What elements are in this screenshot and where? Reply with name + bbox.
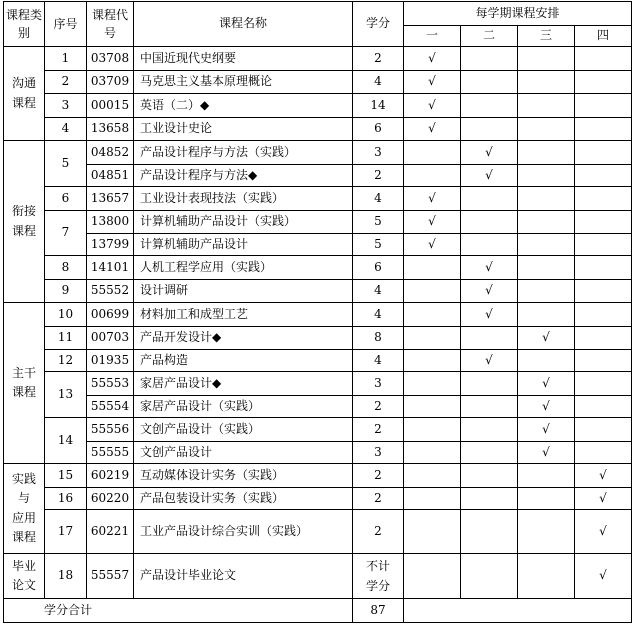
term-3-cell	[518, 350, 575, 372]
term-2-cell	[461, 280, 518, 303]
term-1-cell	[404, 327, 461, 350]
course-credit: 6	[353, 118, 404, 141]
row-number: 11	[45, 327, 87, 350]
course-name: 工业设计史论	[134, 118, 353, 141]
term-2-cell	[461, 165, 518, 187]
term-4-cell	[575, 396, 632, 418]
course-credit: 14	[353, 94, 404, 118]
row-number: 15	[45, 464, 87, 488]
term-2-cell	[461, 187, 518, 211]
category-cell: 毕业 论文	[4, 554, 45, 599]
row-number: 16	[45, 488, 87, 510]
term-2-cell	[461, 350, 518, 372]
row-number: 17	[45, 510, 87, 554]
term-4-cell	[575, 141, 632, 165]
term-3-cell	[518, 187, 575, 211]
check-mark-icon: √	[599, 523, 607, 538]
category-cell: 主干 课程	[4, 303, 45, 464]
course-credit: 2	[353, 418, 404, 442]
check-mark-icon: √	[542, 421, 550, 436]
table-row	[4, 442, 632, 464]
course-name: 产品设计毕业论文	[134, 554, 353, 599]
table-row	[4, 47, 632, 71]
term-4-cell	[575, 118, 632, 141]
course-name: 家居产品设计（实践）	[134, 396, 353, 418]
table-row	[4, 256, 632, 280]
term-4-cell	[575, 47, 632, 71]
course-code: 04852	[87, 141, 134, 165]
course-code: 13799	[87, 234, 134, 256]
check-mark-icon: √	[599, 490, 607, 505]
term-2-cell	[461, 94, 518, 118]
term-1-cell	[404, 418, 461, 442]
header-category: 课程类别	[4, 2, 45, 47]
term-3-cell	[518, 488, 575, 510]
check-mark-icon: √	[485, 144, 493, 159]
total-row	[4, 599, 632, 623]
course-name: 英语（二）◆	[134, 94, 353, 118]
term-1-cell	[404, 211, 461, 234]
course-name: 产品包装设计实务（实践）	[134, 488, 353, 510]
table-row	[4, 187, 632, 211]
course-credit: 4	[353, 280, 404, 303]
course-name: 文创产品设计（实践）	[134, 418, 353, 442]
row-number: 13	[45, 372, 87, 418]
course-name: 人机工程学应用（实践）	[134, 256, 353, 280]
term-2-cell	[461, 141, 518, 165]
course-code: 60221	[87, 510, 134, 554]
term-2-cell	[461, 464, 518, 488]
term-2-cell	[461, 211, 518, 234]
term-2-cell	[461, 47, 518, 71]
course-credit: 5	[353, 211, 404, 234]
term-1-cell	[404, 464, 461, 488]
table-row	[4, 510, 632, 554]
term-3-cell	[518, 71, 575, 94]
course-name: 产品构造	[134, 350, 353, 372]
term-3-cell	[518, 118, 575, 141]
table-row	[4, 118, 632, 141]
course-name: 互动媒体设计实务（实践）	[134, 464, 353, 488]
check-mark-icon: √	[542, 444, 550, 459]
course-name: 家居产品设计◆	[134, 372, 353, 396]
table-row	[4, 211, 632, 234]
term-4-cell	[575, 488, 632, 510]
table-row	[4, 165, 632, 187]
row-number: 2	[45, 71, 87, 94]
table-row	[4, 327, 632, 350]
check-mark-icon: √	[542, 375, 550, 390]
header-term-3: 三	[518, 26, 575, 47]
check-mark-icon: √	[542, 330, 550, 345]
check-mark-icon: √	[428, 214, 436, 229]
row-number: 1	[45, 47, 87, 71]
check-mark-icon: √	[428, 50, 436, 65]
term-1-cell	[404, 303, 461, 327]
course-name: 马克思主义基本原理概论	[134, 71, 353, 94]
course-code: 13657	[87, 187, 134, 211]
row-number: 8	[45, 256, 87, 280]
table-row	[4, 71, 632, 94]
term-2-cell	[461, 418, 518, 442]
course-credit: 2	[353, 165, 404, 187]
term-3-cell	[518, 418, 575, 442]
term-4-cell	[575, 510, 632, 554]
table-row	[4, 303, 632, 327]
term-2-cell	[461, 118, 518, 141]
row-number: 5	[45, 141, 87, 187]
course-credit: 4	[353, 187, 404, 211]
course-code: 00703	[87, 327, 134, 350]
category-cell: 沟通 课程	[4, 47, 45, 141]
term-3-cell	[518, 303, 575, 327]
row-number: 14	[45, 418, 87, 464]
course-name: 计算机辅助产品设计（实践）	[134, 211, 353, 234]
term-1-cell	[404, 118, 461, 141]
course-name: 材料加工和成型工艺	[134, 303, 353, 327]
term-1-cell	[404, 187, 461, 211]
course-name: 中国近现代史纲要	[134, 47, 353, 71]
term-3-cell	[518, 280, 575, 303]
term-4-cell	[575, 256, 632, 280]
header-schedule: 每学期课程安排	[404, 2, 632, 26]
row-number: 18	[45, 554, 87, 599]
course-code: 03708	[87, 47, 134, 71]
course-code: 55554	[87, 396, 134, 418]
row-number: 6	[45, 187, 87, 211]
total-term-cell	[404, 599, 632, 623]
course-name: 计算机辅助产品设计	[134, 234, 353, 256]
term-1-cell	[404, 372, 461, 396]
check-mark-icon: √	[428, 190, 436, 205]
term-1-cell	[404, 47, 461, 71]
term-4-cell	[575, 464, 632, 488]
course-name: 产品设计程序与方法（实践）	[134, 141, 353, 165]
check-mark-icon: √	[485, 306, 493, 321]
header-credit: 学分	[353, 2, 404, 47]
course-credit: 4	[353, 350, 404, 372]
table-row	[4, 280, 632, 303]
term-3-cell	[518, 442, 575, 464]
course-credit: 2	[353, 396, 404, 418]
term-4-cell	[575, 280, 632, 303]
term-2-cell	[461, 327, 518, 350]
course-code: 55556	[87, 418, 134, 442]
course-code: 13658	[87, 118, 134, 141]
term-3-cell	[518, 396, 575, 418]
term-4-cell	[575, 350, 632, 372]
check-mark-icon: √	[485, 259, 493, 274]
term-1-cell	[404, 442, 461, 464]
check-mark-icon: √	[485, 167, 493, 182]
course-code: 55555	[87, 442, 134, 464]
course-credit: 5	[353, 234, 404, 256]
term-2-cell	[461, 372, 518, 396]
table-row	[4, 418, 632, 442]
course-name: 工业产品设计综合实训（实践）	[134, 510, 353, 554]
check-mark-icon: √	[542, 398, 550, 413]
term-4-cell	[575, 327, 632, 350]
term-2-cell	[461, 510, 518, 554]
course-name: 设计调研	[134, 280, 353, 303]
course-code: 00015	[87, 94, 134, 118]
term-2-cell	[461, 303, 518, 327]
row-number: 9	[45, 280, 87, 303]
table-row	[4, 94, 632, 118]
term-2-cell	[461, 256, 518, 280]
term-4-cell	[575, 94, 632, 118]
term-3-cell	[518, 554, 575, 599]
course-credit: 4	[353, 303, 404, 327]
total-value: 87	[353, 599, 404, 623]
table-row	[4, 372, 632, 396]
course-credit: 3	[353, 442, 404, 464]
header-code: 课程代号	[87, 2, 134, 47]
table-row	[4, 464, 632, 488]
term-1-cell	[404, 554, 461, 599]
term-3-cell	[518, 464, 575, 488]
term-4-cell	[575, 165, 632, 187]
course-credit: 8	[353, 327, 404, 350]
term-2-cell	[461, 488, 518, 510]
term-4-cell	[575, 234, 632, 256]
table-row	[4, 488, 632, 510]
course-code: 13800	[87, 211, 134, 234]
category-cell: 衔接 课程	[4, 141, 45, 303]
check-mark-icon: √	[428, 97, 436, 112]
row-number: 12	[45, 350, 87, 372]
term-1-cell	[404, 141, 461, 165]
term-2-cell	[461, 442, 518, 464]
course-credit: 6	[353, 256, 404, 280]
header-no: 序号	[45, 2, 87, 47]
course-name: 产品设计程序与方法◆	[134, 165, 353, 187]
course-code: 55557	[87, 554, 134, 599]
term-3-cell	[518, 256, 575, 280]
check-mark-icon: √	[485, 283, 493, 298]
course-credit: 2	[353, 464, 404, 488]
table-row	[4, 141, 632, 165]
course-code: 03709	[87, 71, 134, 94]
term-1-cell	[404, 488, 461, 510]
term-3-cell	[518, 372, 575, 396]
term-4-cell	[575, 303, 632, 327]
course-code: 14101	[87, 256, 134, 280]
total-label: 学分合计	[4, 599, 353, 623]
term-3-cell	[518, 165, 575, 187]
check-mark-icon: √	[428, 236, 436, 251]
table-row	[4, 396, 632, 418]
term-2-cell	[461, 71, 518, 94]
term-1-cell	[404, 256, 461, 280]
term-3-cell	[518, 47, 575, 71]
header-term-1: 一	[404, 26, 461, 47]
term-3-cell	[518, 327, 575, 350]
check-mark-icon: √	[599, 467, 607, 482]
category-cell: 实践 与 应用 课程	[4, 464, 45, 554]
course-name: 文创产品设计	[134, 442, 353, 464]
term-4-cell	[575, 554, 632, 599]
term-3-cell	[518, 94, 575, 118]
term-1-cell	[404, 234, 461, 256]
header-term-2: 二	[461, 26, 518, 47]
term-2-cell	[461, 396, 518, 418]
term-2-cell	[461, 234, 518, 256]
row-number: 4	[45, 118, 87, 141]
check-mark-icon: √	[428, 121, 436, 136]
course-credit: 2	[353, 510, 404, 554]
term-1-cell	[404, 350, 461, 372]
row-number: 10	[45, 303, 87, 327]
course-code: 04851	[87, 165, 134, 187]
row-number: 7	[45, 211, 87, 256]
term-4-cell	[575, 187, 632, 211]
term-3-cell	[518, 211, 575, 234]
header-term-4: 四	[575, 26, 632, 47]
term-4-cell	[575, 71, 632, 94]
curriculum-table	[3, 1, 632, 623]
course-code: 01935	[87, 350, 134, 372]
table-row	[4, 234, 632, 256]
course-code: 55553	[87, 372, 134, 396]
course-code: 00699	[87, 303, 134, 327]
term-1-cell	[404, 165, 461, 187]
course-credit: 2	[353, 488, 404, 510]
course-code: 60219	[87, 464, 134, 488]
term-4-cell	[575, 211, 632, 234]
row-number: 3	[45, 94, 87, 118]
term-1-cell	[404, 510, 461, 554]
term-4-cell	[575, 372, 632, 396]
check-mark-icon: √	[485, 352, 493, 367]
course-credit: 不计 学分	[353, 554, 404, 599]
table-row	[4, 554, 632, 599]
term-1-cell	[404, 396, 461, 418]
course-credit: 3	[353, 372, 404, 396]
term-2-cell	[461, 554, 518, 599]
header-name: 课程名称	[134, 2, 353, 47]
course-credit: 4	[353, 71, 404, 94]
course-name: 工业设计表现技法（实践）	[134, 187, 353, 211]
course-code: 55552	[87, 280, 134, 303]
course-credit: 3	[353, 141, 404, 165]
term-1-cell	[404, 280, 461, 303]
check-mark-icon: √	[428, 74, 436, 89]
term-1-cell	[404, 71, 461, 94]
check-mark-icon: √	[599, 568, 607, 583]
course-code: 60220	[87, 488, 134, 510]
term-3-cell	[518, 510, 575, 554]
course-credit: 2	[353, 47, 404, 71]
term-4-cell	[575, 418, 632, 442]
term-3-cell	[518, 234, 575, 256]
table-row	[4, 350, 632, 372]
course-name: 产品开发设计◆	[134, 327, 353, 350]
term-1-cell	[404, 94, 461, 118]
term-3-cell	[518, 141, 575, 165]
term-4-cell	[575, 442, 632, 464]
